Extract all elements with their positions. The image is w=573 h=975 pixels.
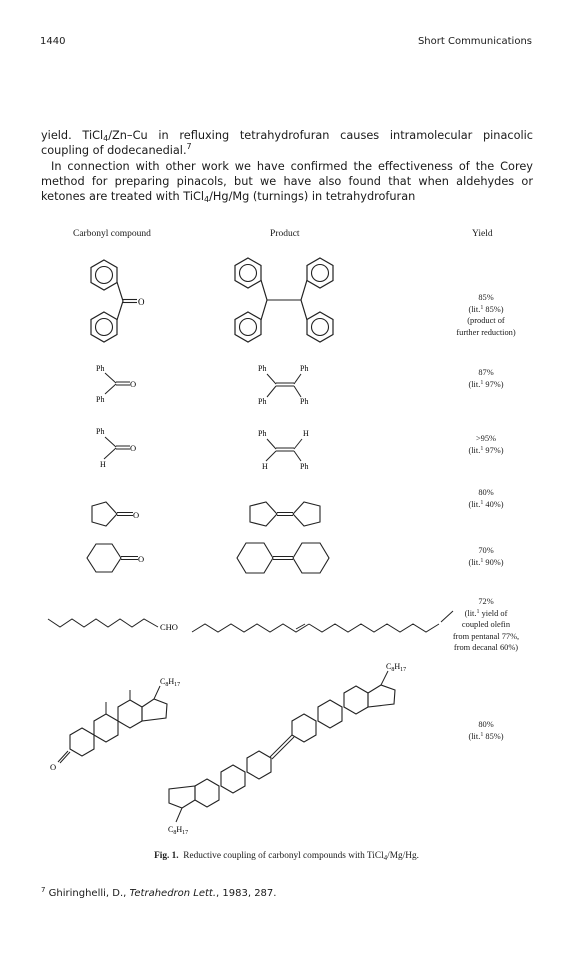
svg-text:H: H <box>303 429 309 438</box>
svg-text:C8H17: $C_8H_{17}$ <box>386 662 407 673</box>
cyclopentanone-structure <box>92 502 139 526</box>
journal-section: Short Communications <box>417 36 532 47</box>
svg-text:Ph: Ph <box>96 364 105 373</box>
svg-text:Ph: Ph <box>96 395 105 404</box>
svg-text:Ph: Ph <box>258 397 267 406</box>
yield-row-4: 80% (lit.$^1$ 40%) <box>468 488 504 509</box>
yield-row-1: 85% (lit.$^1$ 85%) (product of further reduction) <box>456 293 516 337</box>
svg-text:O: O <box>138 297 145 307</box>
svg-text:Ph: Ph <box>300 462 309 471</box>
svg-text:O: O <box>138 554 145 564</box>
svg-text:Ph: Ph <box>300 397 309 406</box>
svg-text:Ph: Ph <box>258 429 267 438</box>
tetraphenylethylene-structure <box>258 364 308 406</box>
yield-row-6: 72% (lit.$^1$ yield of coupled olefin from pentanal 77%, from decanal 60%) <box>452 597 520 652</box>
svg-text:C8H17: $C_8H_{17}$ <box>168 825 189 836</box>
yield-row-2: 87% (lit.$^1$ 97%) <box>468 368 504 389</box>
svg-text:Ph: Ph <box>300 364 309 373</box>
figure-label: Fig. 1. <box>154 851 179 861</box>
svg-text:H: H <box>100 460 106 469</box>
footnote: $^7$ Ghiringhelli, D., Tetrahedron Lett., 1983, 287. <box>41 886 277 899</box>
benzaldehyde-structure <box>96 427 136 469</box>
paragraph-1: yield. TiCl$_4$/Zn–Cu in refluxing tetrahydrofuran causes intramolecular pinacolic coupling of dodecanedial.$^7$ <box>41 129 534 158</box>
bicyclohexylidene-structure <box>237 543 329 573</box>
column-heading-product: Product <box>270 229 300 239</box>
column-heading-yield: Yield <box>472 229 493 239</box>
svg-text:Ph: Ph <box>258 364 267 373</box>
cyclohexanone-structure <box>87 544 144 572</box>
svg-text:O: O <box>130 379 137 389</box>
benzophenone-structure <box>96 364 136 404</box>
steroid-ketone-structure <box>50 677 180 772</box>
svg-text:C8H17: $C_8H_{17}$ <box>160 677 181 688</box>
steroid-dimer-structure <box>168 662 406 836</box>
page-number: 1440 <box>40 36 66 47</box>
column-heading-carbonyl: Carbonyl compound <box>73 229 151 239</box>
figure-caption: Fig. 1. Reductive coupling of carbonyl compounds with TiCl$_4$/Mg/Hg. <box>154 851 419 862</box>
fluorenone-structure <box>91 260 145 342</box>
journal-title: Tetrahedron Lett. <box>129 888 217 899</box>
eicosene-structure <box>192 624 439 632</box>
yield-row-3: >95% (lit.$^1$ 97%) <box>468 434 504 455</box>
stilbene-structure <box>258 429 309 471</box>
yield-row-7: 80% (lit.$^1$ 85%) <box>468 720 504 741</box>
svg-text:O: O <box>130 443 137 453</box>
decanal-structure <box>48 619 178 632</box>
bifluorenyl-structure <box>235 258 333 342</box>
svg-text:CHO: CHO <box>160 622 178 632</box>
yield-row-5: 70% (lit.$^1$ 90%) <box>468 546 504 567</box>
svg-text:Ph: Ph <box>96 427 105 436</box>
svg-text:O: O <box>50 762 57 772</box>
svg-text:H: H <box>262 462 268 471</box>
bicyclopentylidene-structure <box>250 502 320 526</box>
svg-text:O: O <box>133 510 140 520</box>
footnote-marker: 7 <box>41 886 46 894</box>
paragraph-2: In connection with other work we have confirmed the effectiveness of the Corey method for preparing pinacols, but we have also found that when aldehydes or ketones are treated with TiCl$_4$/Hg/Mg (turnings) in tetrahydrofuran <box>41 159 533 205</box>
